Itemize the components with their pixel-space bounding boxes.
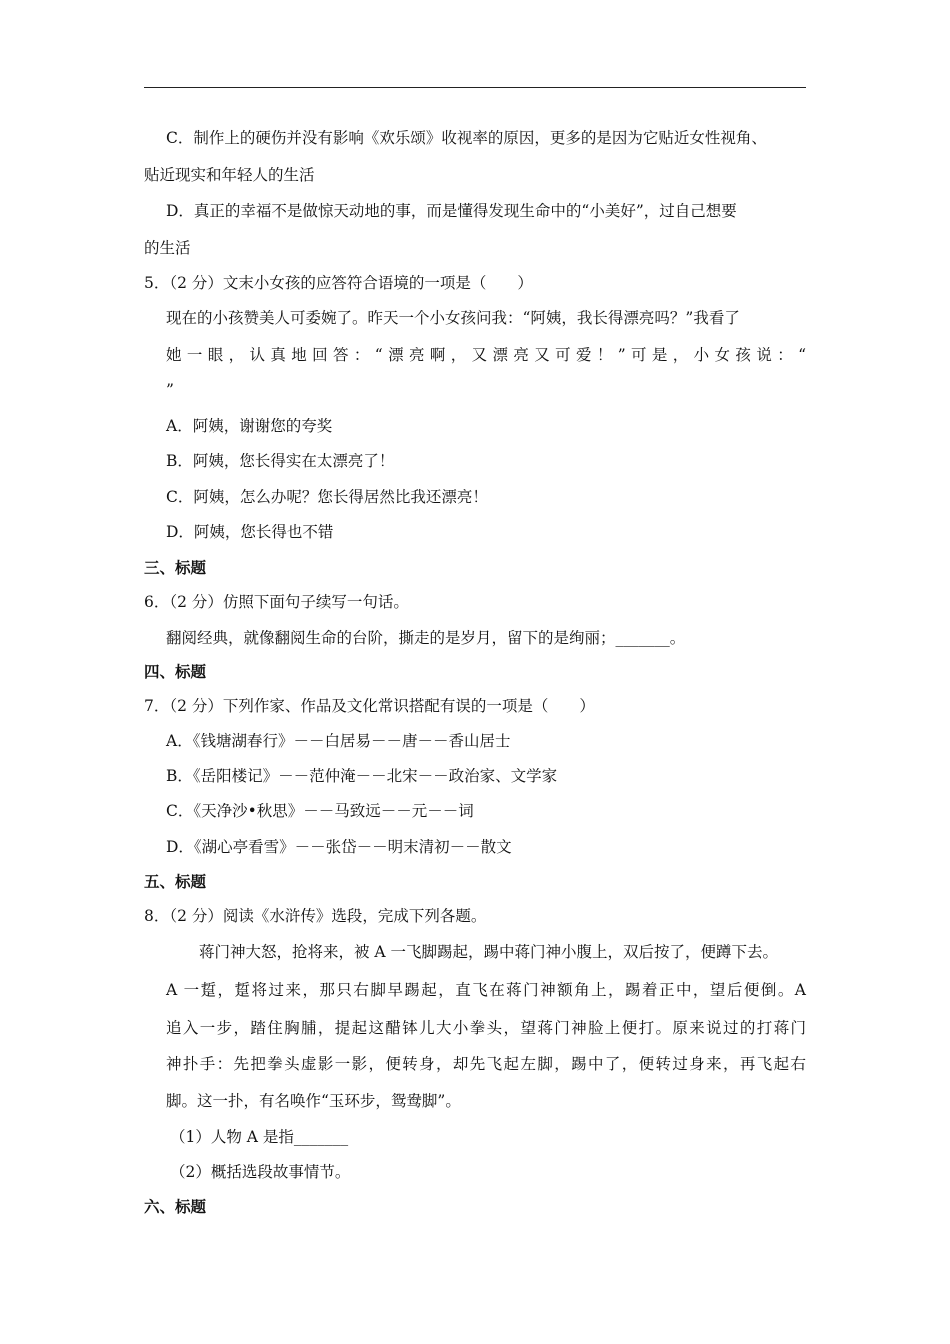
q8-passage-line4: 神扑手：先把拳头虚影一影，便转身，却先飞起左脚，踢中了，便转过身来，再飞起右 <box>166 1055 806 1073</box>
q7-stem: 7．（2 分）下列作家、作品及文化常识搭配有误的一项是（ ） <box>144 697 595 715</box>
q6-sentence-end: 。 <box>669 629 686 647</box>
q5-option-c: C．阿姨，怎么办呢？您长得居然比我还漂亮！ <box>166 488 488 506</box>
q4-option-d-line2: 的生活 <box>144 239 191 257</box>
q8-sub1-answer-blank: _______ <box>293 1128 349 1146</box>
q5-passage-line1: 现在的小孩赞美人可委婉了。昨天一个小女孩问我：“阿姨，我长得漂亮吗？”我看了 <box>166 309 740 327</box>
q4-option-c-line1: C．制作上的硬伤并没有影响《欢乐颂》收视率的原因，更多的是因为它贴近女性视角、 <box>166 129 767 147</box>
q6-sentence: 翻阅经典，就像翻阅生命的台阶，撕走的是岁月，留下的是绚丽； <box>166 629 616 647</box>
q8-passage-line1: 蒋门神大怒，抢将来，被 A 一飞脚踢起，踢中蒋门神小腹上，双后按了，便蹲下去。 <box>199 943 779 961</box>
q5-stem: 5．（2 分）文末小女孩的应答符合语境的一项是（ ） <box>144 274 533 292</box>
q5-passage-line3: ” <box>166 381 174 399</box>
q5-option-b: B．阿姨，您长得实在太漂亮了！ <box>166 452 395 470</box>
header-rule <box>144 87 806 88</box>
q8-sub1: （1）人物 A 是指 <box>170 1128 294 1146</box>
q8-passage-line2: A 一踅，踅将过来，那只右脚早踢起，直飞在蒋门神额角上，踢着正中，望后便倒。A <box>166 981 806 999</box>
q5-option-d: D．阿姨，您长得也不错 <box>166 523 334 541</box>
q8-sub1-line <box>170 1127 348 1147</box>
q8-passage-line3: 追入一步，踏住胸脯，提起这醋钵儿大小拳头，望蒋门神脸上便打。原来说过的打蒋门 <box>166 1019 806 1037</box>
q6-stem: 6．（2 分）仿照下面句子续写一句话。 <box>144 593 409 611</box>
q4-option-d-line1: D．真正的幸福不是做惊天动地的事，而是懂得发现生命中的“小美好”，过自己想要 <box>166 202 737 220</box>
q6-answer-blank: _______ <box>615 629 670 647</box>
q5-passage-line2: 她一眼，认真地回答：“漂亮啊，又漂亮又可爱！”可是，小女孩说：“ <box>166 346 806 364</box>
q7-option-c: C．《天净沙•秋思》－－马致远－－元－－词 <box>166 802 474 820</box>
section-4-title: 四、标题 <box>144 662 207 681</box>
q7-option-a: A．《钱塘湖春行》－－白居易－－唐－－香山居士 <box>166 732 511 750</box>
q8-stem: 8．（2 分）阅读《水浒传》选段，完成下列各题。 <box>144 907 487 925</box>
q7-option-d: D．《湖心亭看雪》－－张岱－－明末清初－－散文 <box>166 838 512 856</box>
q6-sentence-line <box>166 628 685 648</box>
q8-passage-line5: 脚。这一扑，有名唤作“玉环步，鸳鸯脚”。 <box>166 1092 461 1110</box>
q7-option-b: B．《岳阳楼记》－－范仲淹－－北宋－－政治家、文学家 <box>166 767 558 785</box>
section-5-title: 五、标题 <box>144 872 207 891</box>
q8-sub2: （2）概括选段故事情节。 <box>170 1163 351 1181</box>
section-3-title: 三、标题 <box>144 558 207 577</box>
q4-option-c-line2: 贴近现实和年轻人的生活 <box>144 166 315 184</box>
section-6-title: 六、标题 <box>144 1197 207 1216</box>
q5-option-a: A．阿姨，谢谢您的夸奖 <box>166 417 333 435</box>
